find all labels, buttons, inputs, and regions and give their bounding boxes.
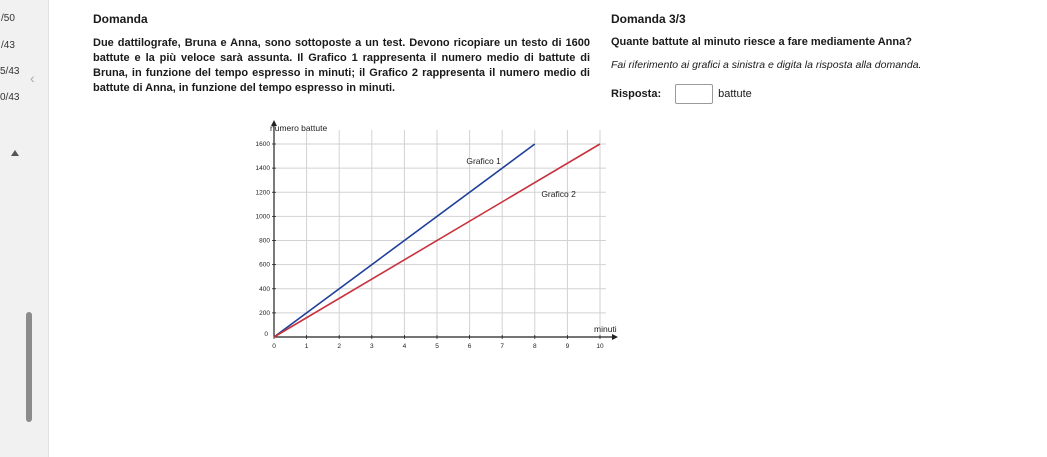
y-tick-label: 600 — [259, 261, 270, 269]
instruction-hint: Fai riferimento ai grafici a sinistra e digita la risposta alla domanda. — [611, 59, 922, 71]
x-axis-label: minuti — [594, 324, 617, 334]
y-axis-label: numero battute — [270, 123, 328, 133]
y-tick-label: 1600 — [255, 141, 270, 148]
y-tick-label: 200 — [259, 309, 270, 317]
series-label-2: Grafico 2 — [541, 189, 576, 200]
collapse-chevron-icon[interactable]: ‹ — [30, 70, 35, 86]
y-tick-label: 0 — [264, 331, 268, 338]
x-axis-arrow-icon — [612, 334, 618, 340]
graph-chart — [153, 116, 617, 356]
x-tick-label: 3 — [369, 343, 374, 350]
x-tick-label: 9 — [565, 343, 570, 350]
y-tick-label: 1200 — [255, 189, 270, 197]
y-tick-label: 1000 — [255, 213, 270, 221]
x-tick-label: 4 — [402, 343, 407, 350]
series-label-1: Grafico 1 — [466, 156, 501, 167]
answer-input[interactable] — [675, 84, 713, 104]
sidebar-item-4[interactable]: 0/43 — [0, 92, 20, 103]
sidebar-item-1[interactable]: /50 — [1, 13, 15, 24]
answer-panel-title: Domanda 3/3 — [611, 12, 686, 26]
sidebar-item-2[interactable]: /43 — [1, 40, 15, 51]
answer-label: Risposta: — [611, 88, 662, 100]
x-tick-label: 1 — [304, 343, 309, 350]
scrollbar-thumb[interactable] — [26, 312, 32, 422]
x-tick-label: 10 — [596, 343, 604, 350]
chart-grid — [274, 130, 606, 337]
x-tick-label: 7 — [500, 343, 505, 350]
scroll-up-arrow-icon[interactable] — [11, 150, 19, 156]
y-tick-label: 800 — [259, 237, 270, 245]
chart-axes — [271, 120, 618, 340]
y-tick-label: 1400 — [255, 165, 270, 173]
x-tick-label: 6 — [467, 343, 472, 350]
answer-unit: battute — [718, 88, 752, 100]
answer-row — [611, 84, 752, 104]
x-tick-label: 8 — [532, 343, 537, 350]
x-tick-label: 2 — [337, 343, 342, 350]
sub-question: Quante battute al minuto riesce a fare mediamente Anna? — [611, 36, 912, 48]
sidebar-item-3[interactable]: 5/43 — [0, 66, 20, 77]
y-tick-label: 400 — [259, 285, 270, 293]
question-text: Due dattilografe, Bruna e Anna, sono sottoposte a un test. Devono ricopiare un testo di 1600 battute e la più veloce sarà assunta. Il Grafico 1 rappresenta il numero medio di battute di Bruna, in funzione del tempo espresso in minuti; il Grafico 2 rappresenta il numero medio di battute di Anna, in funzione del tempo espresso in minuti. — [93, 37, 590, 94]
x-tick-label: 0 — [272, 343, 276, 350]
x-tick-label: 5 — [435, 343, 439, 350]
panel-title: Domanda — [93, 12, 148, 26]
question-sidebar — [0, 0, 49, 457]
